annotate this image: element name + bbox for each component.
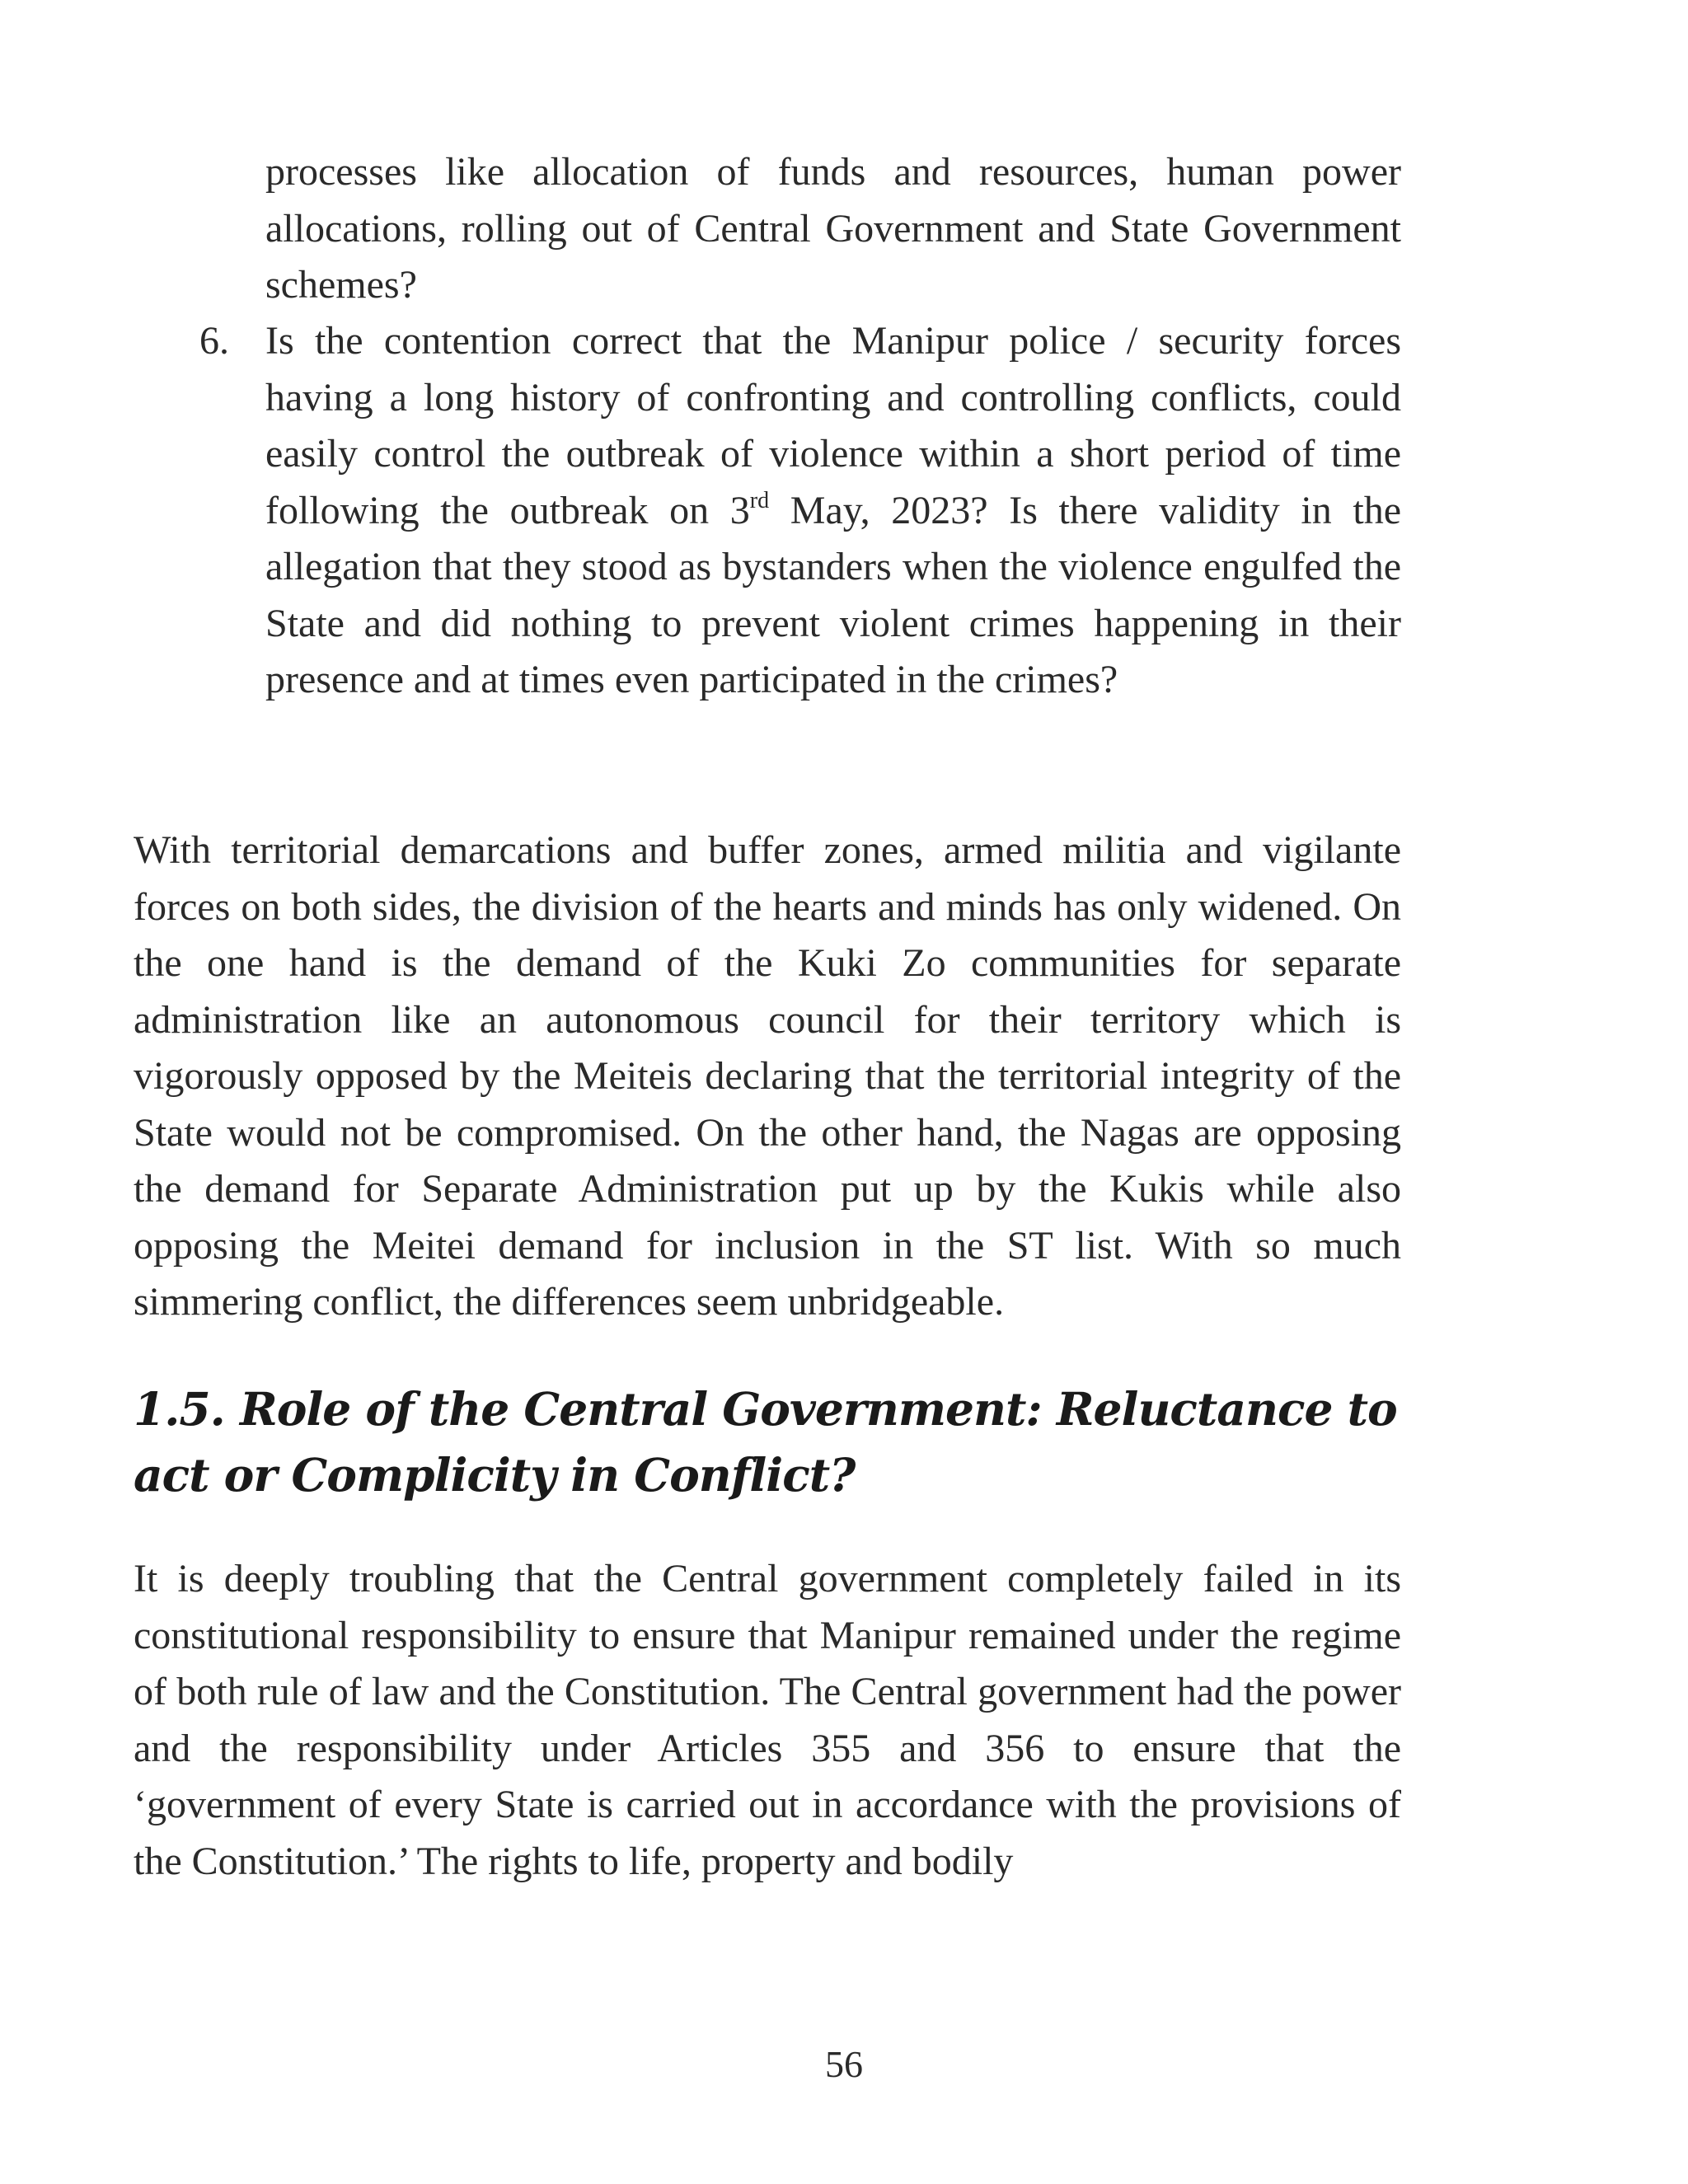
paragraph-territorial-demarcations: With territorial demarcations and buffer zones, armed militia and vigilante forces on both sides, the division of the hearts and minds has only widened. On the one hand is the demand of the Kuki Zo communities for separate administration like an autonomous council for their territory which is vigorously opposed by the Meiteis declaring that the territorial integrity of the State would not be compromised. On the other hand, the Nagas are opposing the demand for Separate Administration put up by the Kukis while also opposing the Meitei demand for inclusion in the ST list. With so much simmering conflict, the differences seem unbridgeable.: [134, 828, 1401, 1324]
section-heading: 1.5. Role of the Central Government: Reluctance to act or Complicity in Conflict?: [134, 1382, 1397, 1502]
page-number: 56: [825, 2043, 863, 2085]
list-item-text-part1: Is the contention correct that the Manipur police / security forces having a long history of confronting and controlling conflicts, could easily control the outbreak of violence within a short period of time following the outbreak on 3: [265, 319, 1401, 532]
list-item-text-part2: May, 2023? Is there validity in the allegation that they stood as bystanders when the violence engulfed the State and did nothing to prevent violent crimes happening in their presence and at times even participated in the crimes?: [265, 488, 1401, 701]
list-item-text: [265, 313, 1401, 709]
list-item-6: [199, 313, 1401, 709]
paragraph-central-government: It is deeply troubling that the Central government completely failed in its constitutional responsibility to ensure that Manipur remained under the regime of both rule of law and the Constitution. The Central government had the power and the responsibility under Articles 355 and 356 to ensure that the ‘government of every State is carried out in accordance with the provisions of the Constitution.’ The rights to life, property and bodily: [134, 1557, 1401, 1883]
ordinal-superscript: rd: [749, 487, 770, 513]
list-item-continuation: processes like allocation of funds and resources, human power allocations, rolling out of Central Government and State Government schemes?: [265, 150, 1401, 307]
list-item-number: 6.: [199, 319, 229, 363]
